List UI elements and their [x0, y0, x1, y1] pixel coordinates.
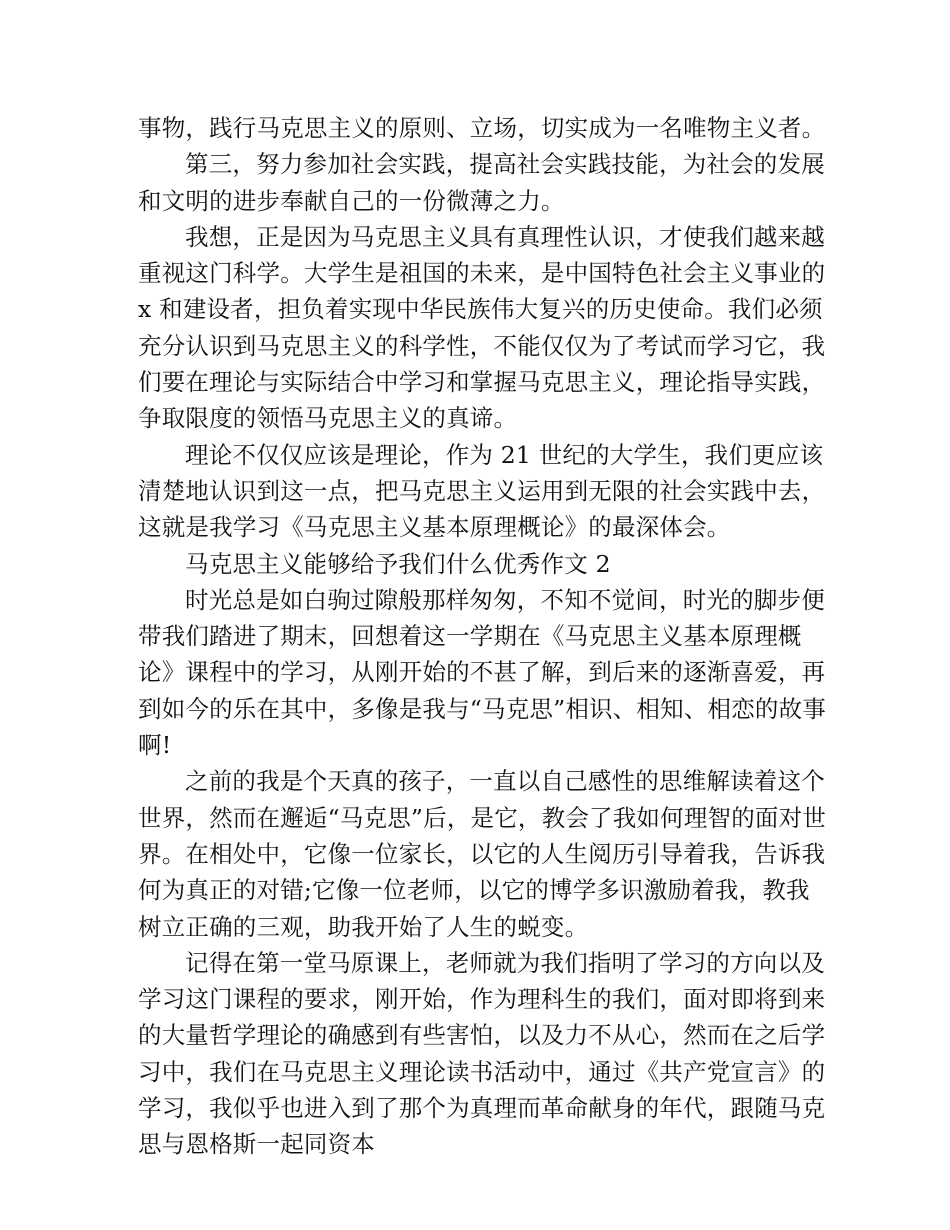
document-body — [138, 110, 828, 1163]
paragraph-continuation: 事物，践行马克思主义的原则、立场，切实成为一名唯物主义者。 — [138, 114, 826, 142]
paragraph-before: 之前的我是个天真的孩子，一直以自己感性的思维解读着这个世界，然而在邂逅“马克思”后，是它，教会了我如何理智的面对世界。在相处中，它像一位家长，以它的人生阅历引导着我，告诉我何为真正的对错;它像一位老师，以它的博学多识激励着我，教我树立正确的三观，助我开始了人生的蜕变。 — [138, 767, 827, 941]
paragraph-time: 时光总是如白驹过隙般那样匆匆，不知不觉间，时光的脚步便带我们踏进了期末，回想着这一学期在《马克思主义基本原理概论》课程中的学习，从刚开始的不甚了解，到后来的逐渐喜爱，再到如今的乐在其中，多像是我与“马克思”相识、相知、相恋的故事啊! — [138, 585, 827, 760]
paragraph-reflection: 我想，正是因为马克思主义具有真理性认识，才使我们越来越重视这门科学。大学生是祖国的未来，是中国特色社会主义事业的 x 和建设者，担负着实现中华民族伟大复兴的历史使命。我们必须充分认识到马克思主义的科学性，不能仅仅为了考试而学习它，我们要在理论与实际结合中学习和掌握马克思主义，理论指导实践，争取限度的领悟马克思主义的真谛。 — [138, 222, 826, 433]
paragraph-third-point: 第三，努力参加社会实践，提高社会实践技能，为社会的发展和文明的进步奉献自己的一份微薄之力。 — [138, 150, 825, 215]
essay-heading: 马克思主义能够给予我们什么优秀作文 2 — [185, 549, 611, 578]
paragraph-conclusion: 理论不仅仅应该是理论，作为 21 世纪的大学生，我们更应该清楚地认识到这一点，把马克思主义运用到无限的社会实践中去，这就是我学习《马克思主义基本原理概论》的最深体会。 — [138, 440, 826, 542]
paragraph-first-class: 记得在第一堂马原课上，老师就为我们指明了学习的方向以及学习这门课程的要求，刚开始，作为理科生的我们，面对即将到来的大量哲学理论的确感到有些害怕，以及力不从心，然而在之后学习中，我们在马克思主义理论读书活动中，通过《共产党宣言》的学习，我似乎也进入到了那个为真理而革命献身的年代，跟随马克思与恩格斯一起同资本 — [138, 948, 826, 1159]
